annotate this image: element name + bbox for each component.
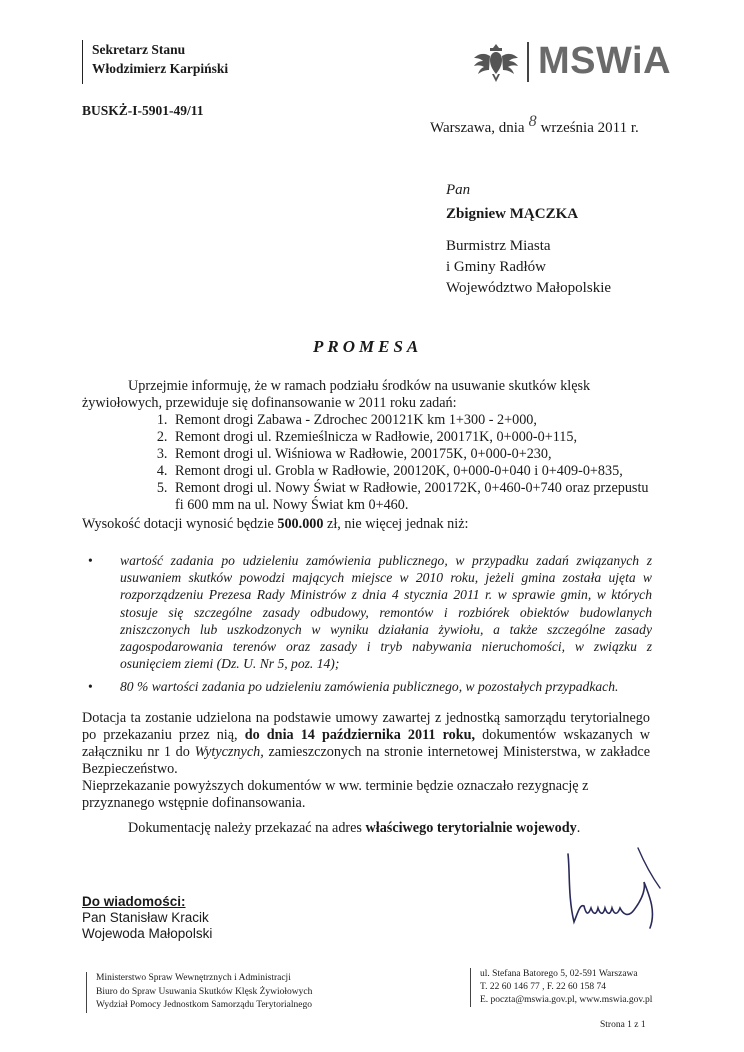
- cc-block: [82, 894, 212, 942]
- submit-suffix: .: [576, 820, 581, 836]
- grant-text-1: Dotacja ta zostanie udzielona na podstawie umowy zawartej z jednostką samorządu terytorialnego po przekazaniu przez nią,: [82, 710, 650, 743]
- bullet-text: wartość zadania po udzieleniu zamówienia publicznego, w przypadku zadań związanych z usuwaniem skutków powodzi mających miejsce w 2010 roku, jeżeli gmina została ujęta w rozporządzeniu Prezesa Rady Ministrów z dnia 4 stycznia 2011 r. w sprawie gmin, w których stosuje się szczególne zasady odbudowy, remontów i rozbiórek obiektów budowlanych zniszczonych lub uszkodzonych w wyniku działania żywiołu, a także szczególne zasady zagospodarowania terenów oraz zasady i tryb nabywania nieruchomości, w związku z osunięciem ziemi (Dz. U. Nr 5, poz. 14);: [120, 553, 652, 672]
- footer-unit: Wydział Pomocy Jednostkom Samorządu Terytorialnego: [96, 1000, 312, 1010]
- eagle-emblem-icon: [470, 38, 522, 86]
- grant-guidelines: Wytycznych,: [194, 744, 264, 760]
- amount-value: 500.000: [277, 516, 324, 532]
- intro-section: [82, 378, 650, 514]
- submit-prefix: Dokumentację należy przekazać na adres: [128, 820, 362, 836]
- footer-ministry: Ministerstwo Spraw Wewnętrznych i Administracji: [96, 973, 291, 983]
- intro-paragraph: Uprzejmie informuję, że w ramach podziału środków na usuwanie skutków klęsk żywiołowych, przewiduje się dofinansowanie w 2011 roku zadań:: [82, 378, 591, 411]
- sender-name: Włodzimierz Karpiński: [92, 61, 229, 76]
- bullet-dot-icon: •: [88, 679, 93, 694]
- date-prefix: Warszawa, dnia: [430, 120, 525, 136]
- cc-line-1: Pan Stanisław Kracik: [82, 910, 209, 925]
- footer-ministry-block: [86, 972, 312, 1013]
- task-item: 2. Remont drogi ul. Rzemieślnicza w Radłowie, 200171K, 0+000-0+115,: [171, 429, 650, 446]
- ministry-logo: [470, 38, 690, 86]
- document-title: PROMESA: [313, 337, 423, 356]
- footer-email: E. poczta@mswia.gov.pl, www.mswia.gov.pl: [480, 995, 653, 1005]
- footer-bureau: Biuro do Spraw Usuwania Skutków Klęsk Żywiołowych: [96, 986, 313, 997]
- recipient-office-2: i Gminy Radłów: [446, 259, 546, 275]
- sender-title: Sekretarz Stanu: [92, 42, 186, 57]
- cc-line-2: Wojewoda Małopolski: [82, 926, 213, 941]
- task-item: 3. Remont drogi ul. Wiśniowa w Radłowie, 200175K, 0+000-0+230,: [171, 446, 650, 463]
- bullet-text: 80 % wartości zadania po udzieleniu zamówienia publicznego, w pozostałych przypadkach.: [120, 679, 619, 694]
- recipient-block: [446, 180, 611, 299]
- cc-label: Do wiadomości:: [82, 894, 186, 909]
- grant-deadline: do dnia 14 października 2011 roku,: [244, 727, 476, 743]
- recipient-name: Zbigniew MĄCZKA: [446, 206, 579, 222]
- date-day-handwritten: 8: [528, 113, 537, 130]
- amount-suffix: zł, nie więcej jednak niż:: [327, 516, 469, 532]
- condition-bullet: [88, 678, 652, 695]
- amount-paragraph: [82, 516, 650, 533]
- footer-phone: T. 22 60 146 77 , F. 22 60 158 74: [480, 982, 606, 992]
- submit-recipient: właściwego terytorialnie wojewody: [365, 820, 577, 836]
- grant-text-2: dokumentów wskazanych w załączniku nr 1 do: [82, 727, 651, 760]
- task-list: [82, 412, 650, 514]
- submit-paragraph: [82, 820, 650, 837]
- logo-wordmark: MSWiA: [538, 40, 672, 82]
- recipient-salutation: Pan: [446, 182, 471, 198]
- sender-block: [82, 40, 228, 84]
- grant-text-3: zamieszczonych na stronie internetowej Ministerstwa, w zakładce Bezpieczeństwo.: [82, 744, 651, 777]
- reference-number: BUSKŻ-I-5901-49/11: [82, 103, 204, 118]
- footer-address: ul. Stefana Batorego 5, 02-591 Warszawa: [480, 969, 638, 979]
- task-item: 4. Remont drogi ul. Grobla w Radłowie, 200120K, 0+000-0+040 i 0+409-0+835,: [171, 463, 650, 480]
- task-item: 5. Remont drogi ul. Nowy Świat w Radłowie, 200172K, 0+460-0+740 oraz przepustu fi 600 mm na ul. Nowy Świat km 0+460.: [171, 480, 650, 514]
- warning-paragraph: Nieprzekazanie powyższych dokumentów w ww. terminie będzie oznaczało rezygnację z przyznanego wstępnie dofinansowania.: [82, 778, 589, 811]
- footer-contact-block: [470, 968, 652, 1007]
- date-suffix: września 2011 r.: [540, 120, 639, 136]
- signature-image: [560, 842, 675, 932]
- recipient-office-3: Województwo Małopolskie: [446, 280, 612, 296]
- grant-paragraph: [82, 710, 650, 778]
- condition-bullet: [88, 552, 652, 672]
- logo-divider: [527, 42, 529, 82]
- date-line: [430, 113, 639, 137]
- page-number: Strona 1 z 1: [600, 1020, 646, 1030]
- bullet-dot-icon: •: [88, 553, 93, 568]
- amount-prefix: Wysokość dotacji wynosić będzie: [82, 516, 274, 532]
- recipient-office-1: Burmistrz Miasta: [446, 238, 551, 254]
- task-item: 1. Remont drogi Zabawa - Zdrochec 200121K km 1+300 - 2+000,: [171, 412, 650, 429]
